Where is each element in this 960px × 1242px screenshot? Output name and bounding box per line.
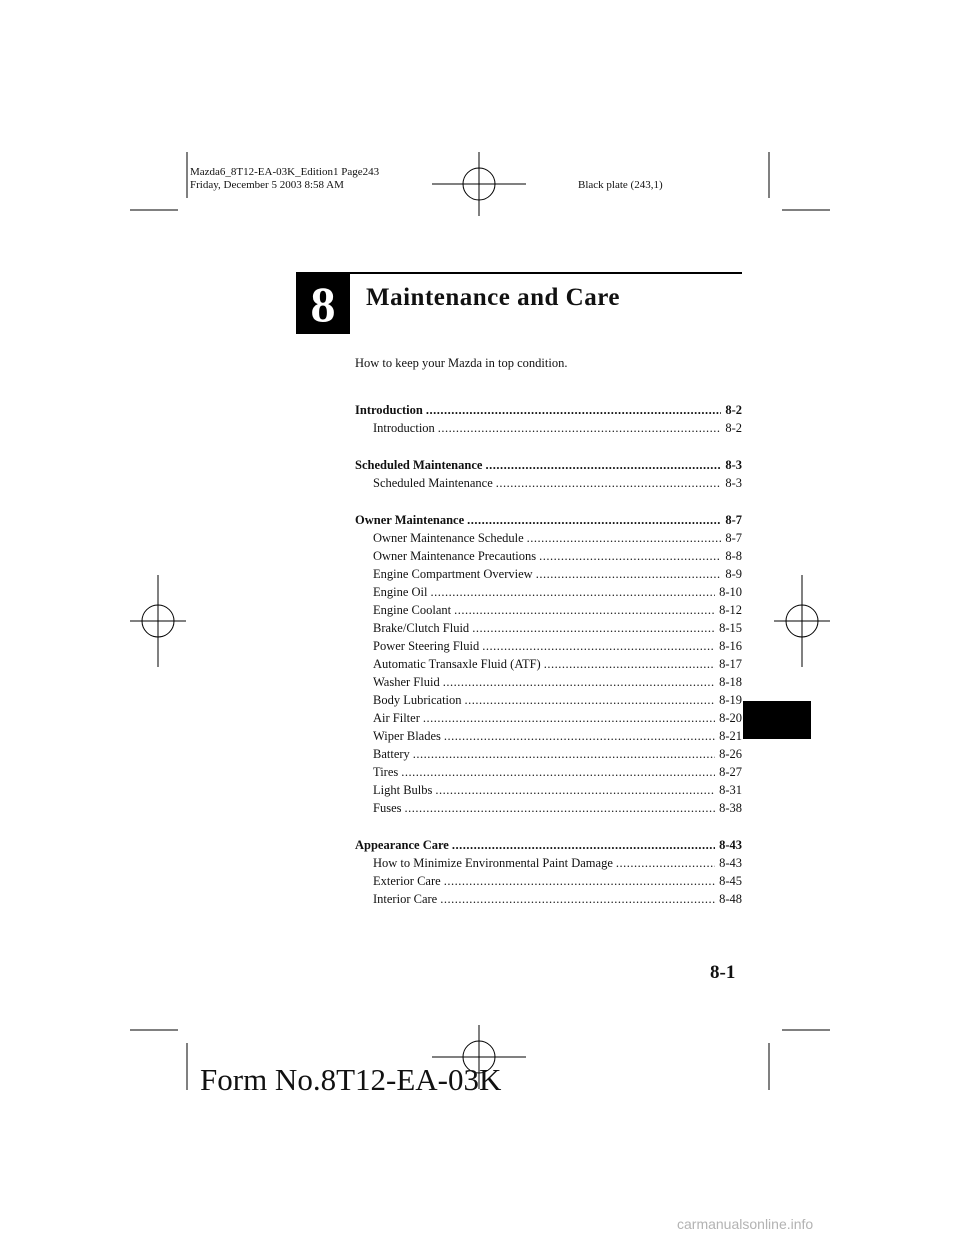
dot-leader <box>438 419 722 437</box>
toc-entry-page: 8-2 <box>725 403 742 417</box>
toc-entry-label: Fuses <box>373 801 402 815</box>
toc-entry-label: Scheduled Maintenance <box>373 476 493 490</box>
toc-entry-label: Power Steering Fluid <box>373 639 480 653</box>
dot-leader <box>527 529 722 547</box>
toc-entry-page: 8-2 <box>725 421 742 435</box>
chapter-title: Maintenance and Care <box>366 284 620 311</box>
crop-mark-icon <box>769 152 830 210</box>
chapter-subtitle: How to keep your Mazda in top condition. <box>355 356 568 370</box>
toc-entry-label: Battery <box>373 747 410 761</box>
toc-section <box>355 511 742 817</box>
toc-entry-page: 8-43 <box>719 856 742 870</box>
crop-mark-icon <box>130 1030 187 1090</box>
toc-entry-label: Introduction <box>373 421 435 435</box>
dot-leader <box>465 691 716 709</box>
dot-leader <box>413 745 715 763</box>
dot-leader <box>440 890 715 908</box>
dot-leader <box>482 637 715 655</box>
toc-entry[interactable] <box>355 583 742 601</box>
page-number: 8-1 <box>710 962 736 983</box>
toc-entry-label: Introduction <box>355 403 423 417</box>
chapter-number: 8 <box>296 274 350 334</box>
toc-entry-page: 8-21 <box>719 729 742 743</box>
toc-entry-page: 8-16 <box>719 639 742 653</box>
toc-entry-page: 8-19 <box>719 693 742 707</box>
dot-leader <box>431 583 716 601</box>
toc-entry-page: 8-17 <box>719 657 742 671</box>
toc-entry[interactable] <box>355 655 742 673</box>
print-header-date: Friday, December 5 2003 8:58 AM <box>190 179 344 191</box>
plate-label: Black plate (243,1) <box>578 179 663 191</box>
toc-entry-page: 8-18 <box>719 675 742 689</box>
dot-leader <box>485 456 721 474</box>
toc-entry[interactable] <box>355 691 742 709</box>
dot-leader <box>401 763 715 781</box>
dot-leader <box>444 872 715 890</box>
toc-section-heading[interactable] <box>355 456 742 474</box>
toc-entry[interactable] <box>355 529 742 547</box>
toc-entry[interactable] <box>355 637 742 655</box>
dot-leader <box>423 709 715 727</box>
toc-entry-label: Brake/Clutch Fluid <box>373 621 470 635</box>
toc-entry-page: 8-3 <box>725 476 742 490</box>
toc-entry-page: 8-48 <box>719 892 742 906</box>
toc-entry[interactable] <box>355 709 742 727</box>
toc-entry[interactable] <box>355 781 742 799</box>
toc-entry-label: Interior Care <box>373 892 438 906</box>
toc-entry-label: Tires <box>373 765 399 779</box>
toc-entry[interactable] <box>355 619 742 637</box>
dot-leader <box>454 601 715 619</box>
toc-entry-label: Owner Maintenance Precautions <box>373 549 537 563</box>
toc-entry-page: 8-31 <box>719 783 742 797</box>
dot-leader <box>452 836 715 854</box>
toc-entry-page: 8-7 <box>725 531 742 545</box>
toc-entry-label: Body Lubrication <box>373 693 462 707</box>
toc-entry-label: Owner Maintenance Schedule <box>373 531 524 545</box>
toc-entry-page: 8-43 <box>719 838 742 852</box>
toc-section-heading[interactable] <box>355 401 742 419</box>
toc-section <box>355 836 742 908</box>
toc-entry-page: 8-26 <box>719 747 742 761</box>
toc-entry-label: Engine Compartment Overview <box>373 567 533 581</box>
toc-entry[interactable] <box>355 854 742 872</box>
toc-entry-label: Scheduled Maintenance <box>355 458 483 472</box>
dot-leader <box>467 511 721 529</box>
dot-leader <box>444 727 715 745</box>
registration-crosshair-icon <box>432 152 526 216</box>
dot-leader <box>536 565 722 583</box>
toc-entry-label: How to Minimize Environmental Paint Damage <box>373 856 613 870</box>
toc-entry-label: Automatic Transaxle Fluid (ATF) <box>373 657 541 671</box>
toc-entry-page: 8-9 <box>725 567 742 581</box>
toc-entry[interactable] <box>355 745 742 763</box>
crop-mark-icon <box>130 152 187 210</box>
dot-leader <box>443 673 715 691</box>
dot-leader <box>472 619 715 637</box>
watermark: carmanualsonline.info <box>677 1216 814 1232</box>
toc-entry-page: 8-20 <box>719 711 742 725</box>
toc-entry-label: Engine Coolant <box>373 603 452 617</box>
toc-section-heading[interactable] <box>355 836 742 854</box>
toc-entry[interactable] <box>355 727 742 745</box>
toc-entry-page: 8-15 <box>719 621 742 635</box>
toc-entry-label: Air Filter <box>373 711 420 725</box>
dot-leader <box>616 854 715 872</box>
toc-entry[interactable] <box>355 601 742 619</box>
toc-entry[interactable] <box>355 547 742 565</box>
toc-entry[interactable] <box>355 474 742 492</box>
toc-entry-label: Owner Maintenance <box>355 513 465 527</box>
chapter-thumb-tab <box>743 701 811 739</box>
toc-entry[interactable] <box>355 673 742 691</box>
toc-entry-page: 8-10 <box>719 585 742 599</box>
toc-entry[interactable] <box>355 565 742 583</box>
toc-entry-label: Light Bulbs <box>373 783 433 797</box>
toc-entry[interactable] <box>355 890 742 908</box>
toc-entry[interactable] <box>355 872 742 890</box>
toc-entry-page: 8-7 <box>725 513 742 527</box>
toc-entry-page: 8-3 <box>725 458 742 472</box>
dot-leader <box>496 474 722 492</box>
toc-entry-page: 8-27 <box>719 765 742 779</box>
toc-entry-page: 8-12 <box>719 603 742 617</box>
toc-entry[interactable] <box>355 799 742 817</box>
chapter-rule <box>296 272 742 274</box>
toc-entry-page: 8-8 <box>725 549 742 563</box>
table-of-contents <box>355 401 742 927</box>
registration-crosshair-icon <box>774 575 830 667</box>
toc-entry[interactable] <box>355 763 742 781</box>
crop-mark-icon <box>769 1030 830 1090</box>
toc-entry[interactable] <box>355 419 742 437</box>
dot-leader <box>539 547 721 565</box>
toc-entry-label: Washer Fluid <box>373 675 440 689</box>
toc-entry-page: 8-45 <box>719 874 742 888</box>
dot-leader <box>404 799 715 817</box>
dot-leader <box>544 655 715 673</box>
print-header <box>190 166 379 192</box>
registration-crosshair-icon <box>130 575 186 667</box>
toc-entry-page: 8-38 <box>719 801 742 815</box>
dot-leader <box>435 781 715 799</box>
toc-entry-label: Exterior Care <box>373 874 441 888</box>
print-header-file: Mazda6_8T12-EA-03K_Edition1 Page243 <box>190 166 380 178</box>
form-number: Form No.8T12-EA-03K <box>200 1062 502 1097</box>
toc-section <box>355 456 742 492</box>
dot-leader <box>426 401 721 419</box>
toc-section <box>355 401 742 437</box>
toc-entry-label: Appearance Care <box>355 838 449 852</box>
toc-entry-label: Wiper Blades <box>373 729 441 743</box>
toc-entry-label: Engine Oil <box>373 585 428 599</box>
toc-section-heading[interactable] <box>355 511 742 529</box>
